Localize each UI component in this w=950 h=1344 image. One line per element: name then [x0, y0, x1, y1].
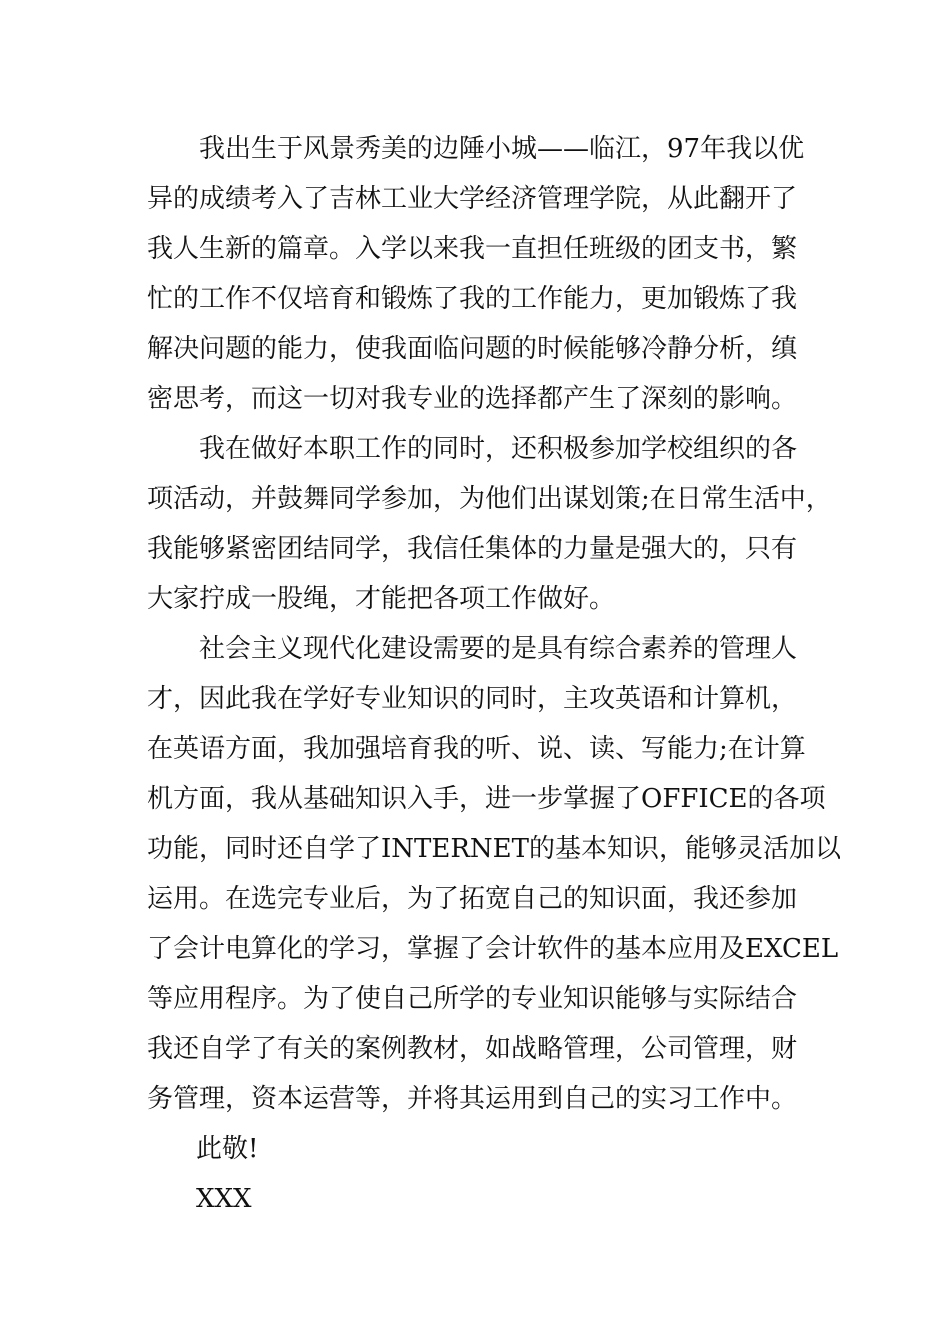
paragraph-3-line-7: 了会计电算化的学习，掌握了会计软件的基本应用及EXCEL	[147, 934, 839, 964]
paragraph-2-line-4: 大家拧成一股绳，才能把各项工作做好。	[147, 584, 616, 614]
paragraph-3-line-10: 务管理，资本运营等，并将其运用到自己的实习工作中。	[147, 1084, 798, 1114]
paragraph-3-line-5: 功能，同时还自学了INTERNET的基本知识，能够灵活加以	[147, 834, 841, 864]
paragraph-3-line-9: 我还自学了有关的案例教材，如战略管理，公司管理，财	[147, 1034, 798, 1064]
paragraph-2-line-2: 项活动，并鼓舞同学参加，为他们出谋划策;在日常生活中，	[147, 484, 832, 514]
paragraph-1-line-4: 忙的工作不仅培育和锻炼了我的工作能力，更加锻炼了我	[147, 284, 798, 314]
paragraph-3-line-4: 机方面，我从基础知识入手，进一步掌握了OFFICE的各项	[147, 784, 826, 814]
paragraph-1-line-6: 密思考，而这一切对我专业的选择都产生了深刻的影响。	[147, 384, 798, 414]
paragraph-2-line-3: 我能够紧密团结同学，我信任集体的力量是强大的，只有	[147, 534, 798, 564]
paragraph-3-line-3: 在英语方面，我加强培育我的听、说、读、写能力;在计算	[147, 734, 806, 764]
paragraph-2-line-1: 我在做好本职工作的同时，还积极参加学校组织的各	[199, 434, 798, 464]
paragraph-3-line-1: 社会主义现代化建设需要的是具有综合素养的管理人	[199, 634, 798, 664]
closing-salutation: 此敬!	[196, 1134, 259, 1164]
paragraph-1-line-3: 我人生新的篇章。入学以来我一直担任班级的团支书，繁	[147, 234, 798, 264]
paragraph-3-line-2: 才，因此我在学好专业知识的同时，主攻英语和计算机，	[147, 684, 798, 714]
signature: XXX	[196, 1184, 252, 1214]
paragraph-1-line-2: 异的成绩考入了吉林工业大学经济管理学院，从此翻开了	[147, 184, 798, 214]
paragraph-3-line-8: 等应用程序。为了使自己所学的专业知识能够与实际结合	[147, 984, 798, 1014]
paragraph-1-line-5: 解决问题的能力，使我面临问题的时候能够冷静分析，缜	[147, 334, 798, 364]
paragraph-3-line-6: 运用。在选完专业后，为了拓宽自己的知识面，我还参加	[147, 884, 798, 914]
paragraph-1-line-1: 我出生于风景秀美的边陲小城——临江，97年我以优	[199, 134, 805, 164]
